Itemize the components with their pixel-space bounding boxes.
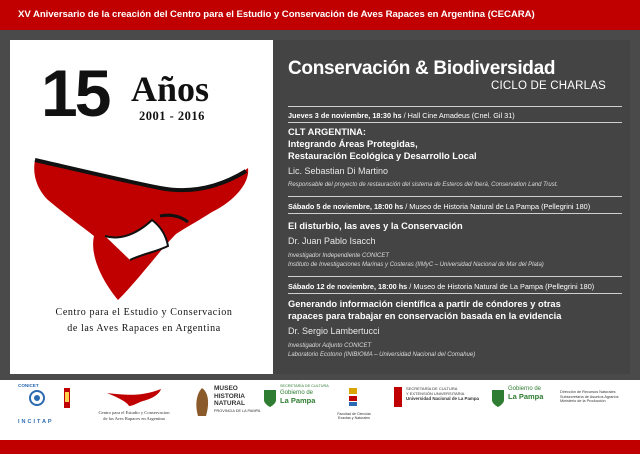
recursos-line: Dirección de Recursos Naturales	[560, 390, 616, 394]
talk-1-venue: / Hall Cine Amadeus (Cnel. Gil 31)	[401, 111, 515, 120]
footer-bar	[0, 440, 640, 454]
event-title: Conservación & Biodiversidad	[288, 58, 556, 79]
talk-3-affiliation-line: Investigador Adjunto CONICET	[288, 343, 372, 349]
talk-2-affiliation-line: Investigador Independiente CONICET	[288, 253, 390, 259]
unlpam-label	[406, 386, 479, 401]
unlpam-line: SECRETARÍA DE CULTURA	[406, 386, 458, 391]
talk-2-title	[288, 220, 624, 232]
talk-2-date-strong: Sábado 5 de noviembre, 18:00 hs	[288, 202, 404, 211]
gobierno-1-line: Gobierno de	[280, 389, 314, 396]
talk-1-title-line: CLT ARGENTINA:	[288, 127, 366, 137]
separator	[288, 213, 622, 214]
museo-line: MUSEO	[214, 385, 238, 392]
recursos-line: Ministerio de la Producción	[560, 399, 606, 404]
facultad-label	[332, 412, 376, 421]
talk-1-speaker: Lic. Sebastian Di Martino	[288, 166, 389, 176]
talk-3-speaker: Dr. Sergio Lambertucci	[288, 326, 380, 336]
talk-3-date	[288, 282, 624, 291]
header-title: XV Aniversario de la creación del Centro para el Estudio y Conservación de Aves Rapaces en Argentina (CECARA)	[18, 9, 535, 20]
talk-3-venue: / Museo de Historia Natural de La Pampa (Pellegrini 180)	[407, 282, 595, 291]
gobierno-2-line: La Pampa	[508, 392, 544, 401]
museo-line: PROVINCIA DE LA PAMPA	[214, 408, 261, 413]
talk-1-title-line: Restauración Ecológica y Desarrollo Local	[288, 151, 477, 161]
event-subtitle: CICLO DE CHARLAS	[490, 80, 606, 92]
talk-1-affiliation-line: Responsable del proyecto de restauración del sistema de Esteros del Iberá, Conservation Land Trust.	[288, 182, 559, 188]
separator	[288, 106, 622, 107]
center-name-line-2: de las Aves Rapaces en Argentina	[67, 323, 221, 334]
gobierno-2-shield-icon	[490, 388, 506, 408]
anniversary-word: Años	[131, 69, 210, 109]
cecara-bird-logo-icon	[105, 385, 165, 407]
talk-1-title	[288, 126, 624, 162]
talk-3-date-strong: Sábado 12 de noviembre, 18:00 hs	[288, 282, 408, 291]
separator	[288, 196, 622, 197]
museo-bird-logo-icon	[192, 386, 212, 418]
cecara-line: de las Aves Rapaces en Argentina	[103, 415, 165, 421]
conicet-label: CONICET	[18, 383, 39, 388]
facultad-line: Exactas y Naturales	[338, 416, 370, 421]
talk-2-date	[288, 202, 624, 211]
gobierno-2-line: Gobierno de	[508, 386, 542, 392]
talk-1-affiliation	[288, 181, 624, 190]
museo-label	[214, 385, 260, 415]
facultad-line: Facultad de Ciencias	[337, 412, 371, 416]
gobierno-shield-icon	[262, 388, 278, 408]
talk-1-title-line: Integrando Áreas Protegidas,	[288, 139, 418, 149]
cecara-sponsor-text	[88, 410, 180, 421]
talk-3-title-line: Generando información científica a partir de cóndores y otras	[288, 299, 561, 309]
recursos-line: Subsecretaría de Asuntos Agrarios	[560, 394, 619, 399]
incitap-label: INCITAP	[18, 419, 54, 425]
anniversary-number: 15	[41, 56, 109, 130]
separator	[288, 293, 622, 294]
talk-1-date	[288, 111, 624, 120]
museo-line: HISTORIA	[214, 392, 245, 400]
center-name-line-1: Centro para el Estudio y Conservacion	[55, 307, 233, 318]
talk-2-affiliation-line: Instituto de Investigaciones Marinas y Costeras (IIMyC – Universidad Nacional de Mar del Plata)	[288, 261, 544, 268]
talk-3-title	[288, 298, 624, 322]
program-panel	[280, 40, 630, 374]
talk-1-date-strong: Jueves 3 de noviembre, 18:30 hs	[288, 111, 402, 120]
gobierno-1-line: La Pampa	[280, 395, 316, 405]
talk-2-speaker: Dr. Juan Pablo Isacch	[288, 236, 376, 246]
talk-3-affiliation	[288, 342, 624, 359]
center-name	[30, 305, 258, 337]
unlpam-logo-icon	[392, 386, 404, 408]
gobierno-1-line: SECRETARÍA DE CULTURA	[280, 384, 329, 388]
talk-2-affiliation	[288, 252, 624, 269]
sponsor-strip	[0, 380, 640, 440]
talk-2-title-line: El disturbio, las aves y la Conservación	[288, 221, 463, 231]
museo-line: NATURAL	[214, 400, 245, 407]
cecara-line: Centro para el Estudio y Conservacion	[98, 410, 170, 415]
tower-logo-icon	[62, 386, 72, 410]
talk-3-title-line: rapaces para trabajar en conservación basada en la evidencia	[288, 311, 562, 321]
anniversary-years: 2001 - 2016	[139, 109, 205, 123]
unlpam-line: Y EXTENSIÓN UNIVERSITARIA	[406, 391, 465, 396]
facultad-logo-icon	[346, 386, 360, 408]
unlpam-line: Universidad Nacional de La Pampa	[406, 396, 479, 401]
conicet-logo-icon	[22, 386, 52, 406]
separator	[288, 122, 622, 123]
gobierno-2-label	[508, 386, 543, 401]
gobierno-1-label	[280, 384, 329, 405]
recursos-naturales-label	[560, 390, 618, 404]
talk-2-venue: / Museo de Historia Natural de La Pampa (Pellegrini 180)	[403, 202, 591, 211]
talk-3-affiliation-line: Laboratorio Ecotono (INIBIOMA – Universidad Nacional del Comahue)	[288, 351, 476, 358]
separator	[288, 276, 622, 277]
